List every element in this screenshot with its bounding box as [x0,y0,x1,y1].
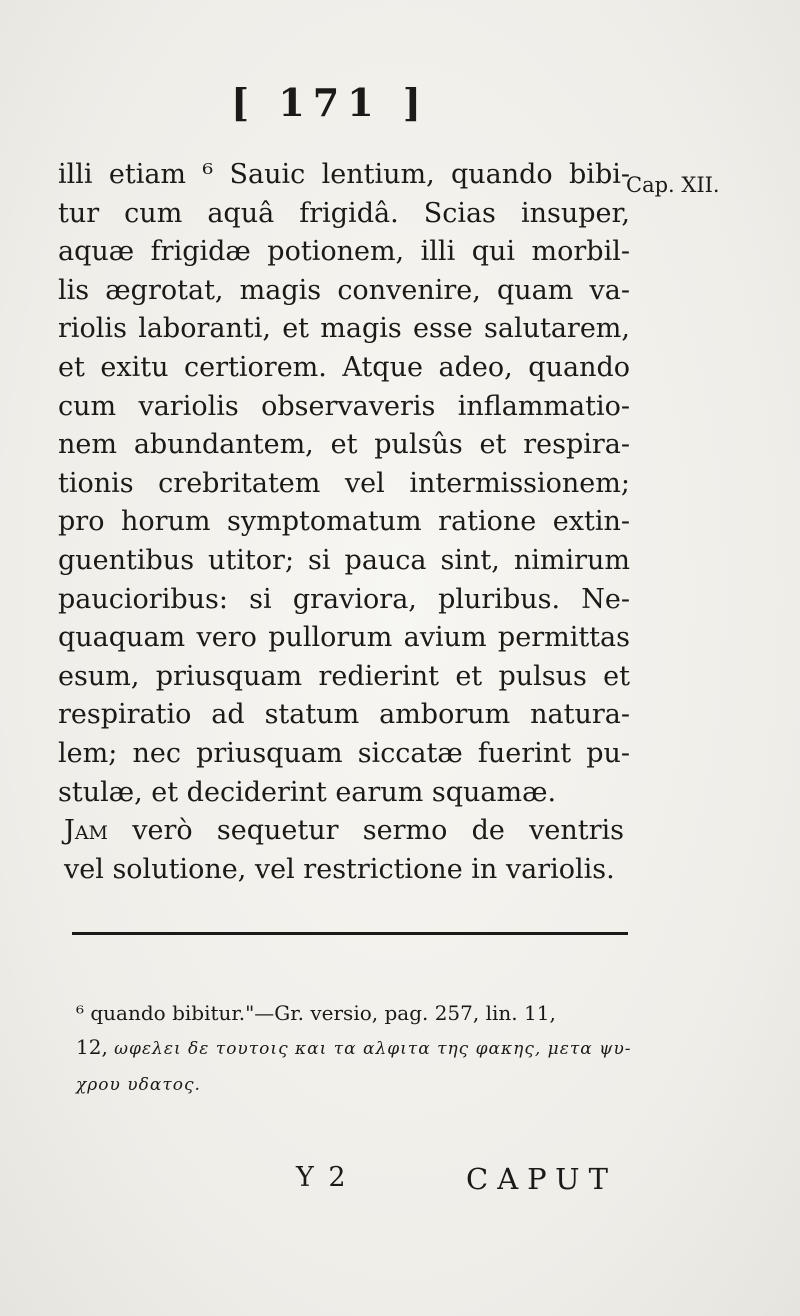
footnote-divider [72,932,628,935]
signature-mark: Y 2 [296,1162,349,1193]
greek-text: ωφελει δε τουτοις και τα αλφιτα της φακης, μετα ψυ- [114,1039,632,1059]
text-line: respiratio ad statum amborum natura- [58,699,630,731]
text-line: tur cum aquâ frigidâ. Scias insuper, [58,197,630,229]
text-line: illi etiam ⁶ Sauic lentium, quando bibi- [58,159,630,190]
text-line: vel solutione, vel restrictione in variolis. [64,853,615,885]
text-line: riolis laboranti, et magis esse salutarem, [58,313,630,345]
main-paragraph [58,156,630,812]
text-line: lis ægrotat, magis convenire, quam va- [58,274,630,306]
footnote-line-number: 12, [76,1035,108,1059]
text-line: cum variolis observaveris inflammatio- [58,390,630,422]
text-line [64,812,624,851]
section-paragraph [64,812,624,889]
footnote-line [76,1030,632,1066]
text-line: tionis crebritatem vel intermissionem; [58,467,630,499]
footnote-line [76,1066,628,1102]
section-line-rest: verò sequetur sermo de ventris [108,815,624,846]
text-line: nem abundantem, et pulsûs et respira- [58,429,630,461]
text-line: pro horum symptomatum ratione extin- [58,506,630,538]
footnote-line: ⁶ quando bibitur."—Gr. versio, pag. 257, lin. 11, [76,1001,556,1025]
text-line: paucioribus: si graviora, pluribus. Ne- [58,583,630,615]
greek-text: χρου υδατος. [76,1075,201,1095]
text-line: guentibus utitor; si pauca sint, nimirum [58,544,630,576]
catchword: CAPUT [466,1162,617,1196]
text-line: et exitu certiorem. Atque adeo, quando [58,351,630,383]
text-line: lem; nec priusquam siccatæ fuerint pu- [58,737,630,769]
page-number: [ 171 ] [231,80,429,125]
text-line: quaquam vero pullorum avium permittas [58,622,630,654]
text-line: stulæ, et deciderint earum squamæ. [58,776,557,808]
footnote [76,996,632,1102]
marginal-chapter-note: Cap. XII. [626,173,720,197]
section-lead-word: Jam [64,815,108,846]
text-line: aquæ frigidæ potionem, illi qui morbil- [58,236,630,268]
text-line: esum, priusquam redierint et pulsus et [58,660,630,692]
